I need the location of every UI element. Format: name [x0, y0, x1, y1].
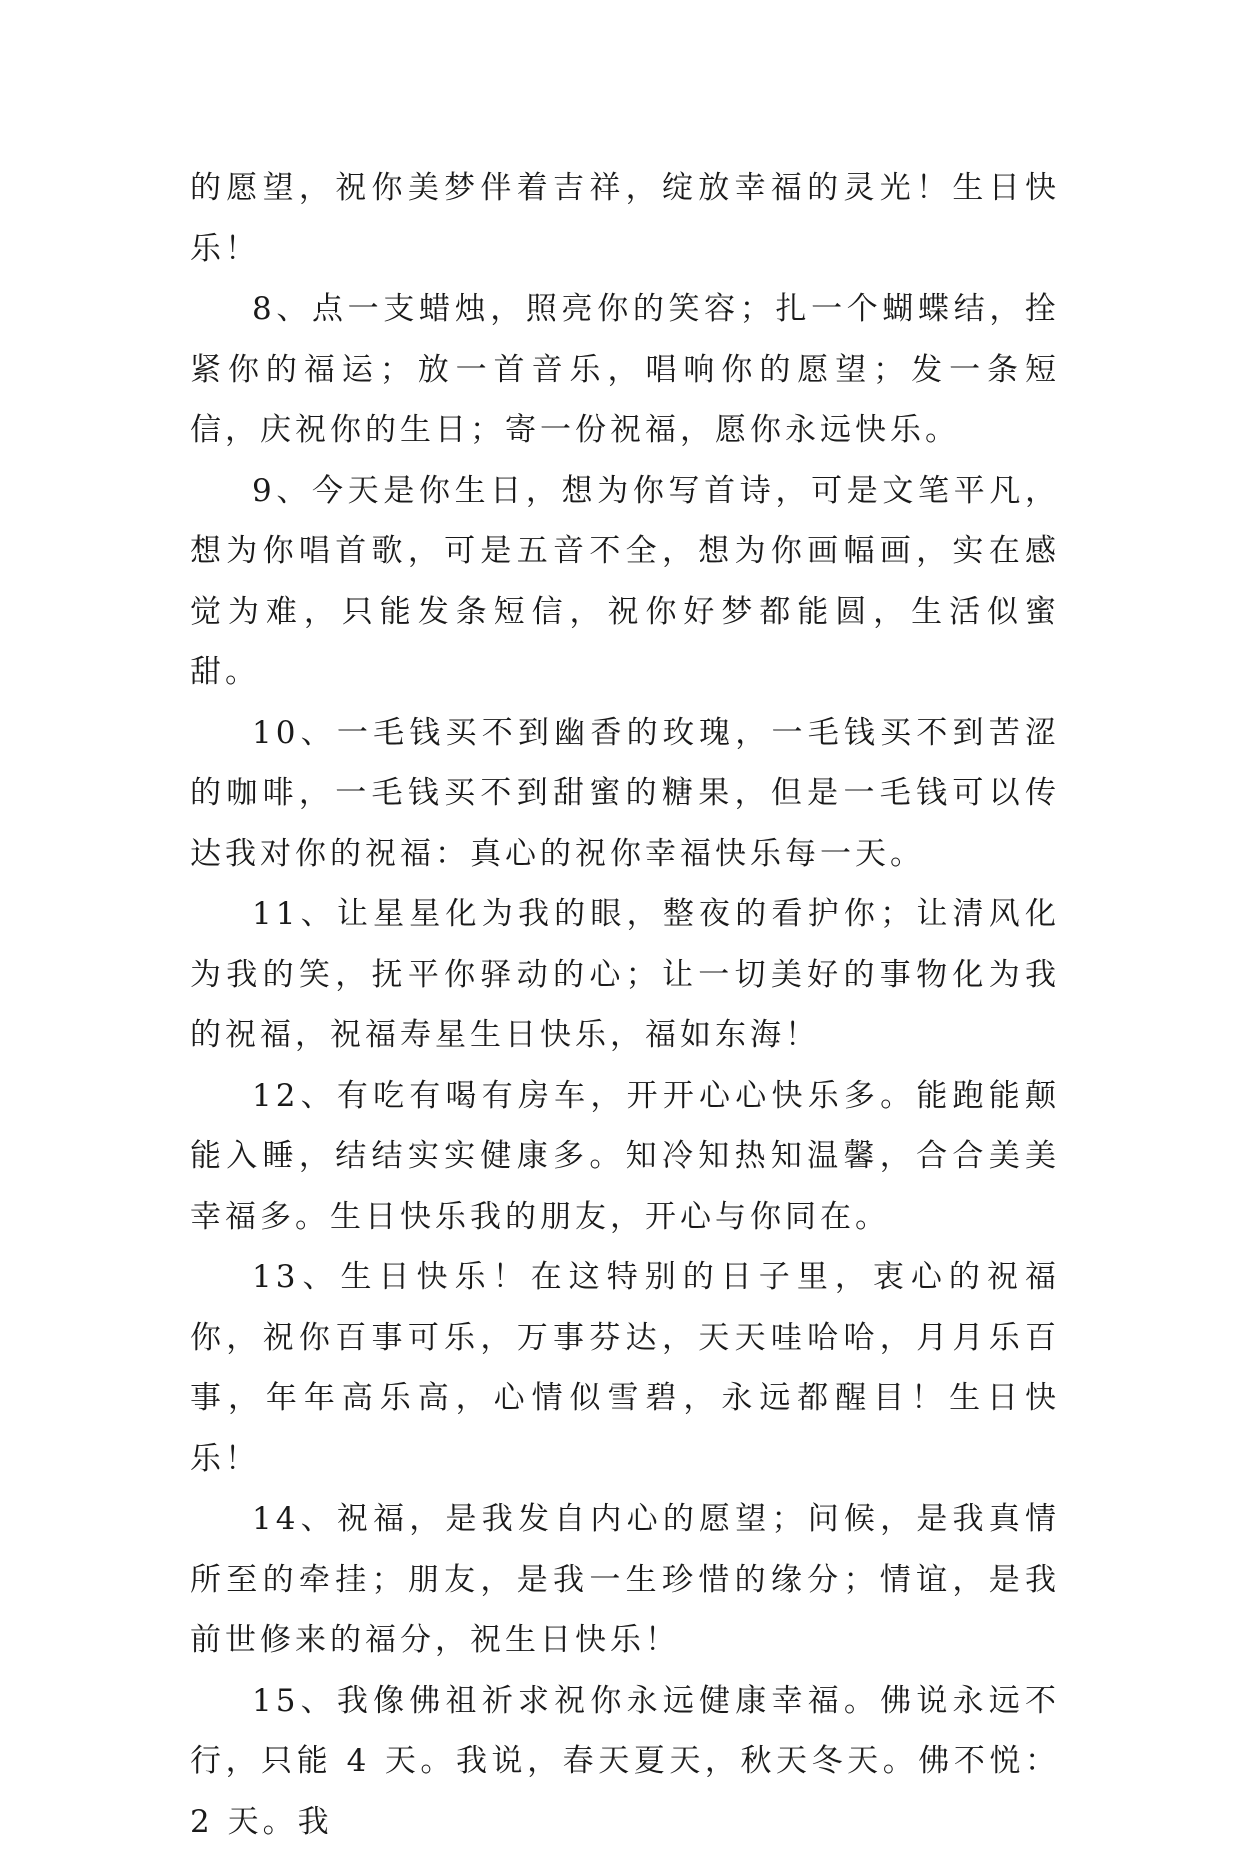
paragraph-14: 14、祝福，是我发自内心的愿望；问候，是我真情所至的牵挂；朋友，是我一生珍惜的缘分；情谊，是我前世修来的福分，祝生日快乐！ — [190, 1489, 1060, 1671]
paragraph-10: 10、一毛钱买不到幽香的玫瑰，一毛钱买不到苦涩的咖啡，一毛钱买不到甜蜜的糖果，但是一毛钱可以传达我对你的祝福：真心的祝你幸福快乐每一天。 — [190, 703, 1060, 885]
document-body — [190, 158, 1060, 1852]
paragraph-11: 11、让星星化为我的眼，整夜的看护你；让清风化为我的笑，抚平你驿动的心；让一切美好的事物化为我的祝福，祝福寿星生日快乐，福如东海！ — [190, 884, 1060, 1066]
paragraph-8: 8、点一支蜡烛，照亮你的笑容；扎一个蝴蝶结，拴紧你的福运；放一首音乐，唱响你的愿望；发一条短信，庆祝你的生日；寄一份祝福，愿你永远快乐。 — [190, 279, 1060, 461]
paragraph-15: 15、我像佛祖祈求祝你永远健康幸福。佛说永远不行，只能 4 天。我说，春天夏天，秋天冬天。佛不悦：2 天。我 — [190, 1671, 1060, 1852]
paragraph-13: 13、生日快乐！在这特别的日子里，衷心的祝福你，祝你百事可乐，万事芬达，天天哇哈哈，月月乐百事，年年高乐高，心情似雪碧，永远都醒目！生日快乐！ — [190, 1247, 1060, 1489]
paragraph-9: 9、今天是你生日，想为你写首诗，可是文笔平凡，想为你唱首歌，可是五音不全，想为你画幅画，实在感觉为难，只能发条短信，祝你好梦都能圆，生活似蜜甜。 — [190, 461, 1060, 703]
paragraph-12: 12、有吃有喝有房车，开开心心快乐多。能跑能颠能入睡，结结实实健康多。知冷知热知温馨，合合美美幸福多。生日快乐我的朋友，开心与你同在。 — [190, 1066, 1060, 1248]
paragraph-continuation: 的愿望，祝你美梦伴着吉祥，绽放幸福的灵光！生日快乐！ — [190, 158, 1060, 279]
